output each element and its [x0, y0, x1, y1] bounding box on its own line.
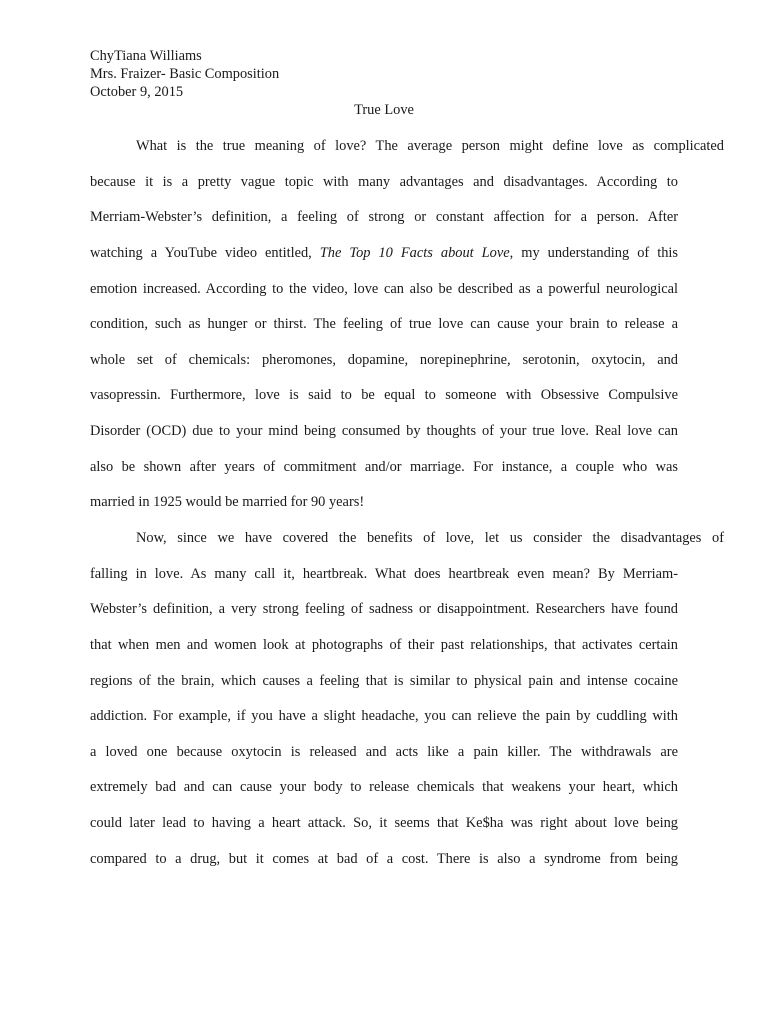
paragraph-2-line-4: that when men and women look at photographs of their past relationships, that activates certain	[90, 637, 678, 653]
paragraph-1-line-11: married in 1925 would be married for 90 years!	[90, 494, 365, 510]
paragraph-1-line-4	[90, 244, 678, 262]
paragraph-2-line-9: could later lead to having a heart attack. So, it seems that Ke$ha was right about love being	[90, 815, 678, 831]
paragraph-1-line-2: because it is a pretty vague topic with many advantages and disadvantages. According to	[90, 174, 678, 190]
paragraph-1-line-9: Disorder (OCD) due to your mind being consumed by thoughts of your true love. Real love can	[90, 423, 678, 439]
document-header	[90, 47, 670, 101]
paragraph-2-line-7: a loved one because oxytocin is released and acts like a pain killer. The withdrawals are	[90, 744, 678, 760]
paragraph-2-line-2: falling in love. As many call it, heartbreak. What does heartbreak even mean? By Merriam-	[90, 566, 678, 582]
author-name: ChyTiana Williams	[90, 48, 202, 64]
document-date: October 9, 2015	[90, 84, 184, 100]
paragraph-2-line-3: Webster’s definition, a very strong feeling of sadness or disappointment. Researchers have found	[90, 601, 678, 617]
paragraph-2-line-5: regions of the brain, which causes a feeling that is similar to physical pain and intense cocaine	[90, 673, 678, 689]
paragraph-1-line-7: whole set of chemicals: pheromones, dopamine, norepinephrine, serotonin, oxytocin, and	[90, 352, 678, 368]
paragraph-2-line-8: extremely bad and can cause your body to release chemicals that weakens your heart, which	[90, 779, 678, 795]
paragraph-1-line-8: vasopressin. Furthermore, love is said to be equal to someone with Obsessive Compulsive	[90, 387, 678, 403]
paragraph-1-line-10: also be shown after years of commitment and/or marriage. For instance, a couple who was	[90, 459, 678, 475]
line-text-after: , my understanding of this	[509, 245, 678, 261]
line-text-before: watching a YouTube video entitled,	[90, 245, 320, 261]
paragraph-1-line-5: emotion increased. According to the video, love can also be described as a powerful neurological	[90, 281, 678, 297]
paragraph-1-line-3: Merriam-Webster’s definition, a feeling of strong or constant affection for a person. After	[90, 209, 678, 225]
video-title: The Top 10 Facts about Love	[319, 245, 510, 261]
paragraph-2-line-1: Now, since we have covered the benefits of love, let us consider the disadvantages of	[136, 530, 724, 546]
paragraph-2-line-10: compared to a drug, but it comes at bad of a cost. There is also a syndrome from being	[90, 851, 678, 867]
paragraph-1-line-1: What is the true meaning of love? The average person might define love as complicated	[136, 138, 724, 154]
paragraph-1-line-6: condition, such as hunger or thirst. The feeling of true love can cause your brain to release a	[90, 316, 678, 332]
course-name: Mrs. Fraizer- Basic Composition	[90, 66, 280, 82]
document-title: True Love	[354, 102, 414, 118]
paragraph-2-line-6: addiction. For example, if you have a slight headache, you can relieve the pain by cuddling with	[90, 708, 678, 724]
